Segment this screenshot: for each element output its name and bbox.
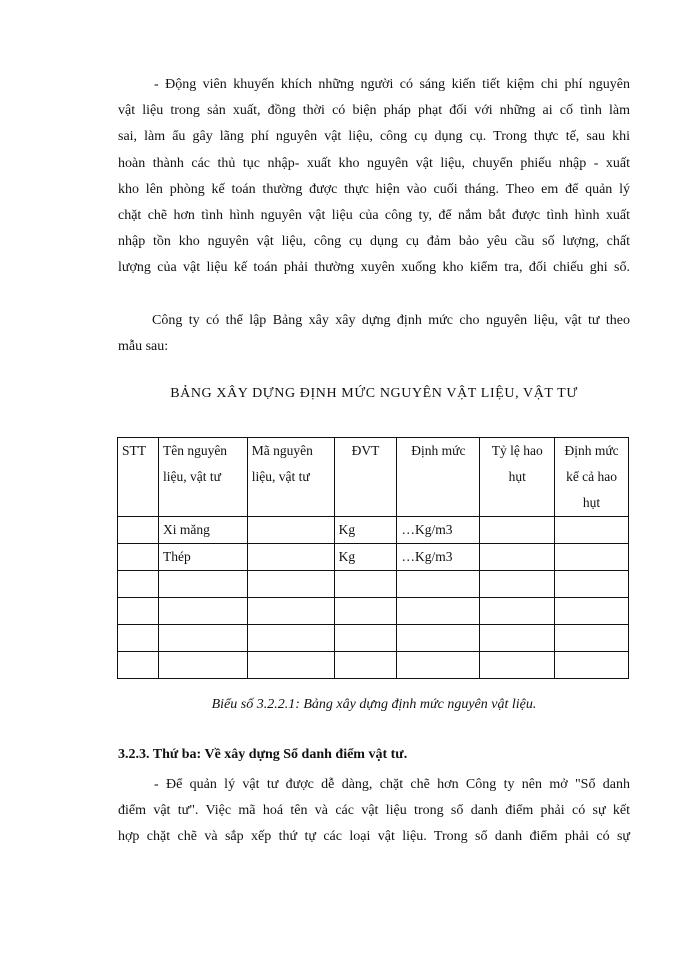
table-cell [555,652,629,679]
table-cell [158,625,247,652]
table-cell [247,598,334,625]
header-unit: ĐVT [334,438,397,517]
text-line: chặt chẽ hơn tình hình nguyên vật liệu của công ty, để nắm bắt được tình hình xuất [118,208,630,224]
table-cell: …Kg/m3 [397,544,480,571]
table-cell [480,544,555,571]
table-row [118,544,629,571]
table-header-row [118,438,629,517]
table-cell [334,652,397,679]
table-cell [480,652,555,679]
section-heading: 3.2.3. Thứ ba: Về xây dựng Sổ danh điểm vật tư. [118,747,408,762]
table-cell [555,517,629,544]
text-line: điểm vật tư". Việc mã hoá tên và các vật liệu trong sổ danh điểm phải có sự kết [118,803,630,819]
text-line: kho lên phòng kế toán thường được thực hiện vào cuối tháng. Theo em để quản lý [118,181,630,197]
header-stt: STT [118,438,159,517]
table-cell [118,571,159,598]
table-row [118,517,629,544]
header-material-name: Tên nguyên liệu, vật tư [158,438,247,517]
table-row [118,652,629,679]
table-cell [158,571,247,598]
paragraph-incentives [118,72,630,282]
table-cell [480,598,555,625]
table-cell: Thép [158,544,247,571]
text-line: vật liệu trong sản xuất, đồng thời có biện pháp phạt đối với những ai cố tình làm [118,103,630,119]
header-norm-incl-loss: Định mức kể cả hao hụt [555,438,629,517]
table-cell [158,652,247,679]
table-cell [118,652,159,679]
text-line: - Động viên khuyến khích những người có sáng kiến tiết kiệm chi phí nguyên [154,77,630,92]
table-cell: …Kg/m3 [397,517,480,544]
table-caption: Biểu số 3.2.2.1: Bảng xây dựng định mức nguyên vật liệu. [211,697,537,712]
table-row [118,598,629,625]
table-cell [118,517,159,544]
table-cell [247,544,334,571]
text-line: - Để quản lý vật tư được dễ dàng, chặt chẽ hơn Công ty nên mở "Sổ danh [154,777,630,792]
table-cell [480,517,555,544]
text-line: nhập tồn kho nguyên vật liệu, công cụ dụng cụ đảm bảo yêu cầu số lượng, chất [118,234,630,250]
text-line: mẫu sau: [118,339,169,355]
table-cell [247,652,334,679]
header-material-code: Mã nguyên liệu, vật tư [247,438,334,517]
table-cell: Kg [334,544,397,571]
table-cell: Xi măng [158,517,247,544]
text-line: hoàn thành các thủ tục nhập- xuất kho nguyên vật liệu, chuyển phiếu nhập - xuất [118,155,630,171]
table-cell [397,598,480,625]
text-line: lượng của vật liệu kế toán phải thường xuyên xuống kho kiểm tra, đối chiếu ghi sổ. [118,260,630,276]
table-row [118,571,629,598]
paragraph-material-register [118,772,630,851]
text-line: hợp chặt chẽ và sắp xếp thứ tự các loại vật liệu. Trong sổ danh điểm phải có sự [118,829,630,845]
table-cell [118,598,159,625]
table-cell [158,598,247,625]
table-title: BẢNG XÂY DỰNG ĐỊNH MỨC NGUYÊN VẬT LIỆU, VẬT TƯ [170,386,578,401]
paragraph-intro-table [118,308,630,360]
table-cell [397,571,480,598]
text-line: sai, làm ẩu gây lãng phí nguyên vật liệu, công cụ dụng cụ. Trong thực tế, sau khi [118,129,630,145]
table-cell [555,598,629,625]
header-loss-rate: Tỷ lệ hao hụt [480,438,555,517]
table-cell [480,625,555,652]
norm-table [117,437,629,679]
table-cell [334,625,397,652]
table-cell [247,517,334,544]
table-cell [555,544,629,571]
table-cell [555,625,629,652]
table-row [118,625,629,652]
table-cell [555,571,629,598]
table-cell [247,571,334,598]
table-cell [334,571,397,598]
table-cell [247,625,334,652]
table-cell [334,598,397,625]
table-cell [118,625,159,652]
text-line: Công ty có thể lập Bảng xây xây dựng định mức cho nguyên liệu, vật tư theo [152,313,630,328]
table-cell [118,544,159,571]
table-cell [480,571,555,598]
table-cell [397,652,480,679]
header-norm: Định mức [397,438,480,517]
table-cell: Kg [334,517,397,544]
table-cell [397,625,480,652]
